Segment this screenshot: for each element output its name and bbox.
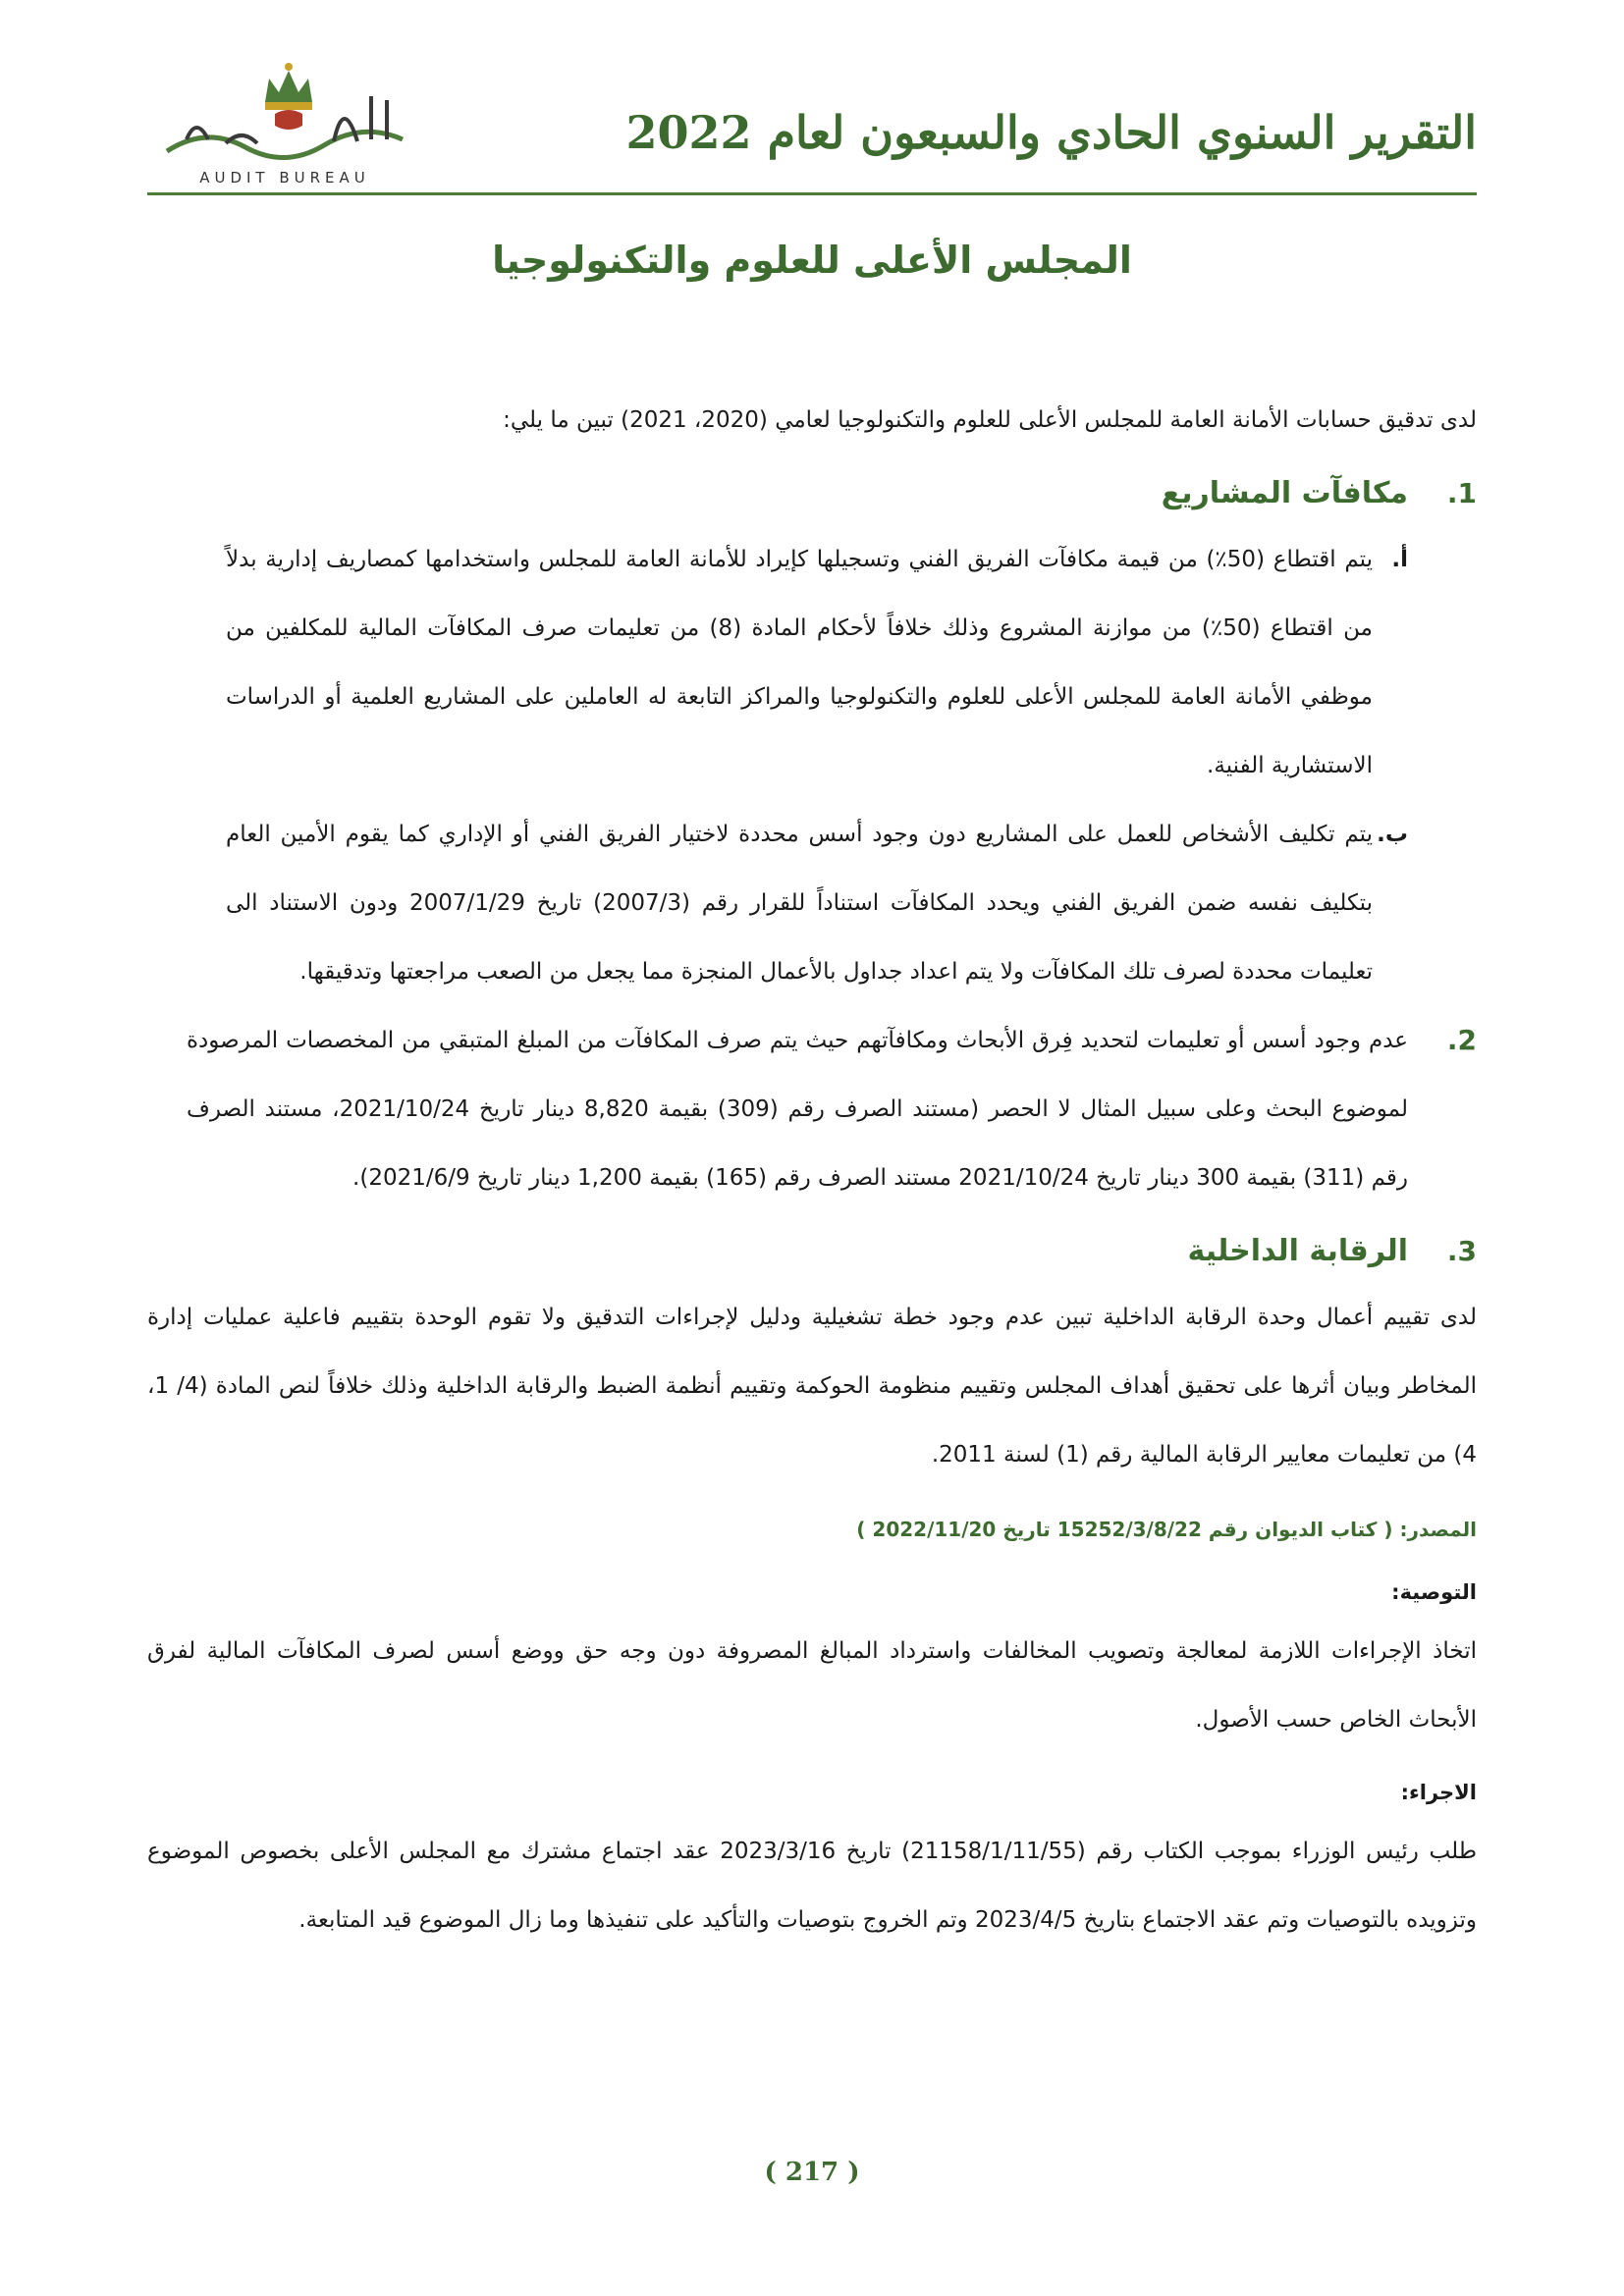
sub-item-letter: ب. <box>1377 822 1408 847</box>
action-heading: الاجراء: <box>1400 1781 1477 1804</box>
audit-bureau-logo <box>147 57 422 194</box>
sub-item-text: يتم اقتطاع (50٪) من قيمة مكافآت الفريق الفني وتسجيلها كإيراد للأمانة العامة للمجلس واستخدامها كمصاريف إدارية بدلاً من اقتطاع (50٪) من موازنة المشروع وذلك خلافاً لأحكام المادة (8) من تعليمات صرف المكافآت المالية للمكلفين من موظفي الأمانة العامة للمجلس الأعلى للعلوم والتكنولوجيا والمراكز التابعة له العاملين على المشاريع العلمية أو الدراسات الاستشارية الفنية. <box>226 547 1373 778</box>
section-1-items <box>187 525 1408 1006</box>
section-2 <box>147 1006 1477 1212</box>
logo-english-text: AUDIT BUREAU <box>199 169 370 187</box>
report-title: التقرير السنوي الحادي والسبعون لعام 2022 <box>625 106 1477 159</box>
sub-item-letter: أ. <box>1391 547 1408 572</box>
recommendation-heading: التوصية: <box>1391 1580 1477 1604</box>
document-title: المجلس الأعلى للعلوم والتكنولوجيا <box>492 239 1132 282</box>
section-1-heading <box>147 460 1477 525</box>
section-3-text: لدى تقييم أعمال وحدة الرقابة الداخلية تبين عدم وجود خطة تشغيلية ودليل لإجراءات التدقيق ولا تقوم الوحدة بتقييم فاعلية عمليات إدارة المخاطر وبيان أثرها على تحقيق أهداف المجلس وتقييم منظومة الحوكمة وتقييم أنظمة الضبط والرقابة الداخلية وذلك خلافاً لنص المادة (4/ 1، 4) من تعليمات معايير الرقابة المالية رقم (1) لسنة 2011. <box>147 1305 1477 1468</box>
section-2-text: عدم وجود أسس أو تعليمات لتحديد فِرق الأبحاث ومكافآتهم حيث يتم صرف المكافآت من المبلغ المتبقي من المخصصات المرصودة لموضوع البحث وعلى سبيل المثال لا الحصر (مستند الصرف رقم (309) بقيمة 8,820 دينار تاريخ 2021/10/24، مستند الصرف رقم (311) بقيمة 300 دينار تاريخ 2021/10/24 مستند الصرف رقم (165) بقيمة 1,200 دينار تاريخ 2021/6/9). <box>187 1028 1408 1191</box>
section-number: 3. <box>1446 1234 1477 1267</box>
section-3-heading <box>147 1218 1477 1283</box>
action-text: طلب رئيس الوزراء بموجب الكتاب رقم (21158/1/11/55) تاريخ 2023/3/16 عقد اجتماع مشترك مع المجلس الأعلى بخصوص الموضوع وتزويده بالتوصيات وتم عقد الاجتماع بتاريخ 2023/4/5 وتم الخروج بتوصيات والتأكيد على تنفيذها وما زال الموضوع قيد المتابعة. <box>147 1839 1477 1933</box>
sub-item-a <box>187 525 1408 800</box>
section-heading-text: الرقابة الداخلية <box>1187 1233 1408 1268</box>
sub-item-text: يتم تكليف الأشخاص للعمل على المشاريع دون وجود أسس محددة لاختيار الفريق الفني أو الإداري كما يقوم الأمين العام بتكليف نفسه ضمن الفريق الفني ويحدد المكافآت استناداً للقرار رقم (2007/3) تاريخ 2007/1/29 ودون الاستناد الى تعليمات محددة لصرف تلك المكافآت ولا يتم اعداد جداول بالأعمال المنجزة مما يجعل من الصعب مراجعتها وتدقيقها. <box>226 822 1373 985</box>
sub-item-b <box>187 800 1408 1006</box>
page-number: ( 217 ) <box>764 2158 860 2187</box>
source-reference: المصدر: ( كتاب الديوان رقم 15252/3/8/22 تاريخ 2022/11/20 ) <box>856 1518 1477 1541</box>
intro-paragraph: لدى تدقيق حسابات الأمانة العامة للمجلس الأعلى للعلوم والتكنولوجيا لعامي (2020، 2021) تبين ما يلي: <box>503 407 1477 433</box>
document-body <box>147 386 1477 1954</box>
recommendation-text: اتخاذ الإجراءات اللازمة لمعالجة وتصويب المخالفات واسترداد المبالغ المصروفة دون وجه حق ووضع أسس لصرف المكافآت المالية لفرق الأبحاث الخاص حسب الأصول. <box>147 1638 1477 1733</box>
logo-emblem-icon <box>147 57 422 167</box>
section-number: 2. <box>1446 1024 1477 1056</box>
header-divider <box>147 192 1477 195</box>
section-number: 1. <box>1446 476 1477 509</box>
section-heading-text: مكافآت المشاريع <box>1161 475 1408 510</box>
